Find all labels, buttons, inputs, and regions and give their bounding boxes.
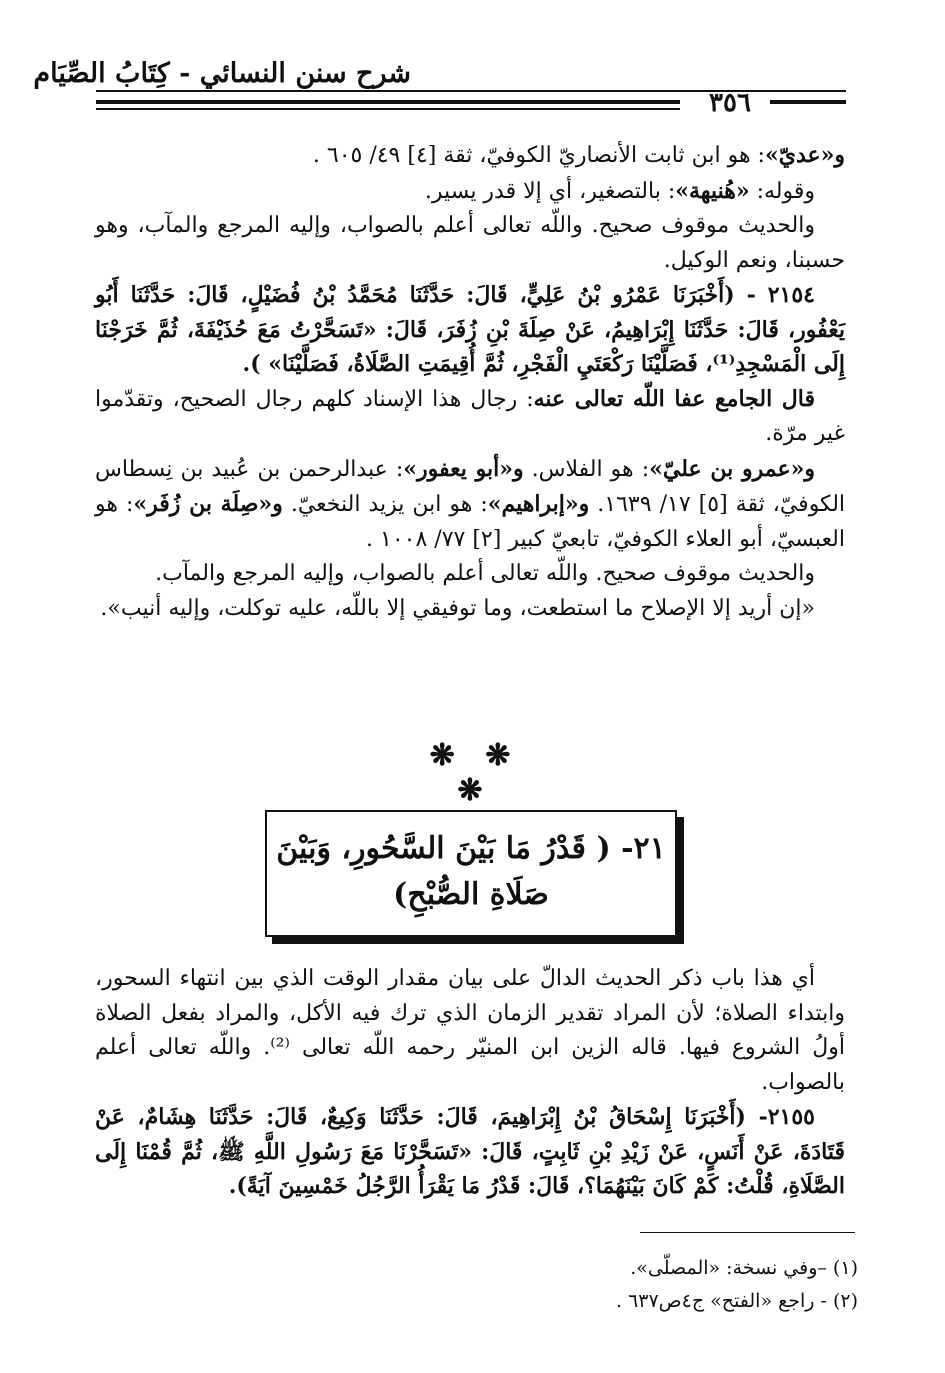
text-block-bottom xyxy=(95,962,845,1204)
paragraph-text: : هو ابن ثابت الأنصاريّ الكوفيّ، ثقة [٤] ٤٩/ ٦٠٥ . xyxy=(312,143,765,168)
section-separator-stars: ❋ ❋ ❋ xyxy=(429,738,521,808)
running-header-title: شرح سنن النسائي - كِتَابُ الصِّيَام xyxy=(33,58,411,89)
hadith-2155: ٢١٥٥- (أَخْبَرَنَا إِسْحَاقُ بْنُ إِبْرَاهِيمَ، قَالَ: حَدَّثَنَا وَكِيعٌ، قَالَ: حَدَّثَنَا هِشَامٌ، عَنْ قَتَادَةَ، عَنْ أَنَسٍ، عَنْ زَيْدِ بْنِ ثَابِتٍ، قَالَ: «تَسَحَّرْنَا مَعَ رَسُولِ اللَّهِ ﷺ، ثُمَّ قُمْنَا إِلَى الصَّلَاةِ، قُلْتُ: كَمْ كَانَ بَيْنَهُمَا؟، قَالَ: قَدْرُ مَا يَقْرَأُ الرَّجُلُ خَمْسِينَ آيَةً). xyxy=(95,1104,845,1199)
chapter-heading-line1: ٢١- ( قَدْرُ مَا بَيْنَ السَّحُورِ، وَبَيْنَ xyxy=(276,831,666,866)
header-rule-left-thin xyxy=(96,108,680,110)
paragraph: والحديث موقوف صحيح. واللّه تعالى أعلم بالصواب، وإليه المرجع والمآب. xyxy=(155,561,815,586)
paragraph xyxy=(95,382,845,452)
paragraph: «إن أريد إلا الإصلاح ما استطعت، وما توفيقي إلا باللّه، عليه توكلت، وإليه أنيب». xyxy=(100,595,815,621)
compiler-note-label: قال الجامع عفا اللّه تعالى عنه xyxy=(533,385,815,412)
text-block-top xyxy=(95,138,845,626)
narrator-name: و«صِلَة بن زُفَر» xyxy=(133,491,283,517)
footnote-1: (١) –وفي نسخة: «المصلّى». xyxy=(630,1257,858,1279)
paragraph-text: : بالتصغير، أي إلا قدر يسير. xyxy=(424,178,676,204)
paragraph: أي هذا باب ذكر الحديث الدالّ على بيان مقدار الوقت الذي بين انتهاء السحور، وابتداء الصلاة؛ لأن المراد تقدير الزمان الذي ترك فيه الأكل، والمراد بفعل الصلاة أولُ الشروع فيها. قاله الزين ابن المنيّر رحمه اللّه تعالى ⁽²⁾. واللّه تعالى أعلم بالصواب. xyxy=(95,966,845,1095)
chapter-heading-line2: صَلَاةِ الصُّبْحِ) xyxy=(393,877,549,912)
paragraph xyxy=(95,452,845,558)
footnotes xyxy=(95,1252,858,1318)
page-number: ٣٥٦ xyxy=(709,88,751,118)
footnote-rule xyxy=(640,1232,855,1233)
paragraph xyxy=(95,138,845,174)
header-rule-right xyxy=(770,100,846,104)
narrator-name: و«عمرو بن عليّ» xyxy=(649,455,815,482)
narrator-name: و«أبو يعفور» xyxy=(403,455,524,482)
paragraph-text: : عبدالرحمن بن عُبيد بن نِسطاس الكوفيّ، ثقة [٥] ١٧/ ١٦٣٩. xyxy=(95,456,846,517)
paragraph: والحديث موقوف صحيح. واللّه تعالى أعلم بالصواب، وإليه المرجع والمآب، وهو حسبنا، ونعم الوكيل. xyxy=(95,213,845,273)
narrator-name: و«عديّ» xyxy=(764,142,845,168)
paragraph-text: : رجال هذا الإسناد كلهم رجال الصحيح، وتقدّموا غير مرّة. xyxy=(95,386,845,446)
paragraph-text: وقوله: xyxy=(749,178,815,204)
paragraph xyxy=(95,174,845,210)
paragraph-text: : هو العبسيّ، أبو العلاء الكوفيّ، تابعيّ كبير [٢] ٧٧/ ١٠٠٨ . xyxy=(95,492,845,552)
term: «هُنيهة» xyxy=(675,177,750,204)
chapter-heading-box xyxy=(265,810,677,937)
footnote-2: (٢) - راجع «الفتح» ج٤ص٦٣٧ . xyxy=(615,1290,858,1312)
paragraph-text: : هو الفلاس. xyxy=(523,456,650,482)
header-rule-left-thick xyxy=(96,100,680,104)
narrator-name: و«إبراهيم» xyxy=(487,491,590,517)
hadith-2154: ٢١٥٤ - (أَخْبَرَنَا عَمْرُو بْنُ عَلِيٍّ، قَالَ: حَدَّثَنَا مُحَمَّدُ بْنُ فُضَيْلٍ، قَالَ: حَدَّثَنَا أَبُو يَعْفُور، قَالَ: حَدَّثَنَا إِبْرَاهِيمُ، عَنْ صِلَةَ بْنِ زُفَرَ، قَالَ: «تَسَحَّرْتُ مَعَ حُذَيْفَةَ، ثُمَّ خَرَجْنَا إِلَى الْمَسْجِدِ⁽¹⁾، فَصَلَّيْنَا رَكْعَتَيِ الْفَجْرِ، ثُمَّ أُقِيمَتِ الصَّلَاةُ، فَصَلَّيْنَا» ). xyxy=(95,282,845,377)
paragraph-text: : هو ابن يزيد النخعيّ. xyxy=(282,492,488,517)
